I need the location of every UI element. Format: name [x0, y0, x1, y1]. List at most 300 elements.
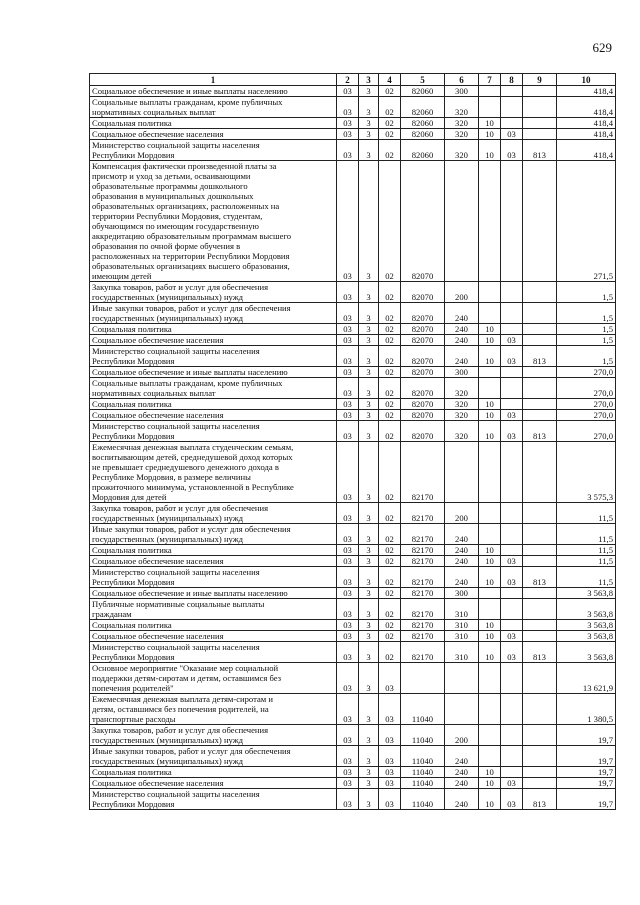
code-cell: 03: [337, 97, 359, 118]
code-cell: 03: [337, 567, 359, 588]
code-cell: 3: [359, 556, 379, 567]
code-cell: 03: [501, 140, 523, 161]
code-cell: 3: [359, 367, 379, 378]
code-cell: 82170: [401, 642, 445, 663]
code-cell: 03: [501, 410, 523, 421]
code-cell: [501, 599, 523, 620]
code-cell: 03: [501, 789, 523, 810]
code-cell: 03: [501, 778, 523, 789]
code-cell: [523, 524, 557, 545]
code-cell: [501, 767, 523, 778]
header-cell: 9: [523, 74, 557, 86]
code-cell: 11040: [401, 767, 445, 778]
code-cell: 02: [379, 503, 401, 524]
code-cell: 310: [445, 631, 479, 642]
table-row: [90, 410, 616, 421]
code-cell: 813: [523, 140, 557, 161]
code-cell: 3: [359, 631, 379, 642]
table-row: [90, 421, 616, 442]
code-cell: 03: [337, 588, 359, 599]
code-cell: 03: [337, 778, 359, 789]
header-cell: 6: [445, 74, 479, 86]
code-cell: 3: [359, 567, 379, 588]
code-cell: 82060: [401, 97, 445, 118]
code-cell: 3: [359, 642, 379, 663]
code-cell: 813: [523, 421, 557, 442]
code-cell: 02: [379, 642, 401, 663]
code-cell: 82170: [401, 524, 445, 545]
code-cell: 03: [337, 599, 359, 620]
code-cell: 03: [337, 367, 359, 378]
header-cell: 10: [557, 74, 616, 86]
code-cell: 82070: [401, 367, 445, 378]
code-cell: 03: [337, 620, 359, 631]
table-row: [90, 399, 616, 410]
code-cell: 240: [445, 324, 479, 335]
amount-cell: 1,5: [557, 346, 616, 367]
code-cell: 02: [379, 588, 401, 599]
amount-cell: 270,0: [557, 410, 616, 421]
code-cell: [523, 97, 557, 118]
code-cell: 813: [523, 567, 557, 588]
code-cell: [479, 86, 501, 97]
code-cell: 3: [359, 767, 379, 778]
code-cell: 310: [445, 620, 479, 631]
row-name-cell: Социальные выплаты гражданам, кроме публичных нормативных социальных выплат: [90, 97, 337, 118]
amount-cell: 13 621,9: [557, 663, 616, 694]
header-cell: 7: [479, 74, 501, 86]
code-cell: 10: [479, 129, 501, 140]
row-name-cell: Социальная политика: [90, 767, 337, 778]
row-name-cell: Иные закупки товаров, работ и услуг для обеспечения государственных (муниципальных) нужд: [90, 746, 337, 767]
table-row: [90, 524, 616, 545]
row-name-cell: Министерство социальной защиты населения Республики Мордовия: [90, 421, 337, 442]
table-row: [90, 767, 616, 778]
code-cell: 02: [379, 378, 401, 399]
code-cell: 03: [337, 631, 359, 642]
code-cell: 320: [445, 378, 479, 399]
code-cell: 10: [479, 118, 501, 129]
code-cell: 03: [501, 631, 523, 642]
row-name-cell: Социальная политика: [90, 118, 337, 129]
row-name-cell: Социальная политика: [90, 620, 337, 631]
amount-cell: 3 575,3: [557, 442, 616, 503]
code-cell: 3: [359, 410, 379, 421]
code-cell: 3: [359, 503, 379, 524]
code-cell: 3: [359, 588, 379, 599]
code-cell: 03: [337, 129, 359, 140]
code-cell: [501, 399, 523, 410]
code-cell: 10: [479, 545, 501, 556]
code-cell: 320: [445, 410, 479, 421]
code-cell: 320: [445, 421, 479, 442]
code-cell: 813: [523, 789, 557, 810]
code-cell: 240: [445, 746, 479, 767]
code-cell: [523, 599, 557, 620]
row-name-cell: Социальное обеспечение и иные выплаты населению: [90, 588, 337, 599]
amount-cell: 11,5: [557, 556, 616, 567]
row-name-cell: Закупка товаров, работ и услуг для обеспечения государственных (муниципальных) нужд: [90, 503, 337, 524]
code-cell: 300: [445, 367, 479, 378]
code-cell: 82170: [401, 620, 445, 631]
code-cell: 02: [379, 567, 401, 588]
code-cell: 03: [337, 694, 359, 725]
code-cell: [479, 97, 501, 118]
code-cell: 200: [445, 725, 479, 746]
code-cell: 03: [379, 746, 401, 767]
code-cell: 3: [359, 725, 379, 746]
code-cell: 3: [359, 399, 379, 410]
code-cell: 02: [379, 620, 401, 631]
row-name-cell: Социальное обеспечение населения: [90, 129, 337, 140]
code-cell: 03: [337, 767, 359, 778]
code-cell: 03: [337, 161, 359, 282]
table-row: [90, 663, 616, 694]
table-row: [90, 620, 616, 631]
amount-cell: 3 563,8: [557, 631, 616, 642]
row-name-cell: Закупка товаров, работ и услуг для обеспечения государственных (муниципальных) нужд: [90, 725, 337, 746]
code-cell: 82070: [401, 410, 445, 421]
code-cell: 3: [359, 663, 379, 694]
code-cell: 03: [337, 789, 359, 810]
code-cell: 200: [445, 503, 479, 524]
header-cell: 5: [401, 74, 445, 86]
code-cell: 10: [479, 346, 501, 367]
code-cell: 11040: [401, 725, 445, 746]
code-cell: 3: [359, 118, 379, 129]
code-cell: 3: [359, 129, 379, 140]
code-cell: 82070: [401, 421, 445, 442]
amount-cell: 418,4: [557, 97, 616, 118]
row-name-cell: Иные закупки товаров, работ и услуг для обеспечения государственных (муниципальных) нужд: [90, 303, 337, 324]
code-cell: 03: [379, 663, 401, 694]
table-row: [90, 129, 616, 140]
code-cell: 200: [445, 282, 479, 303]
code-cell: 10: [479, 410, 501, 421]
code-cell: [501, 86, 523, 97]
code-cell: [523, 556, 557, 567]
code-cell: 240: [445, 767, 479, 778]
code-cell: 02: [379, 599, 401, 620]
row-name-cell: Социальная политика: [90, 399, 337, 410]
amount-cell: 11,5: [557, 545, 616, 556]
code-cell: [523, 324, 557, 335]
code-cell: 10: [479, 335, 501, 346]
code-cell: 02: [379, 399, 401, 410]
amount-cell: 270,0: [557, 421, 616, 442]
code-cell: 03: [501, 129, 523, 140]
code-cell: 11040: [401, 778, 445, 789]
code-cell: 03: [337, 335, 359, 346]
table-row: [90, 118, 616, 129]
code-cell: [445, 694, 479, 725]
code-cell: 3: [359, 303, 379, 324]
amount-cell: 270,0: [557, 367, 616, 378]
header-cell: 2: [337, 74, 359, 86]
code-cell: 82170: [401, 588, 445, 599]
code-cell: [501, 303, 523, 324]
code-cell: 02: [379, 346, 401, 367]
code-cell: 03: [379, 725, 401, 746]
row-name-cell: Закупка товаров, работ и услуг для обеспечения государственных (муниципальных) нужд: [90, 282, 337, 303]
code-cell: 10: [479, 767, 501, 778]
code-cell: 3: [359, 620, 379, 631]
code-cell: [445, 663, 479, 694]
row-name-cell: Социальное обеспечение населения: [90, 410, 337, 421]
code-cell: 240: [445, 303, 479, 324]
code-cell: [479, 367, 501, 378]
code-cell: 240: [445, 789, 479, 810]
code-cell: 02: [379, 545, 401, 556]
code-cell: 240: [445, 778, 479, 789]
code-cell: 10: [479, 620, 501, 631]
code-cell: 82060: [401, 118, 445, 129]
code-cell: 10: [479, 642, 501, 663]
table-row: [90, 642, 616, 663]
code-cell: [479, 694, 501, 725]
code-cell: [501, 282, 523, 303]
code-cell: 03: [337, 556, 359, 567]
code-cell: 82170: [401, 631, 445, 642]
code-cell: 3: [359, 378, 379, 399]
code-cell: 3: [359, 421, 379, 442]
code-cell: [501, 503, 523, 524]
code-cell: 240: [445, 556, 479, 567]
code-cell: [479, 663, 501, 694]
code-cell: [501, 161, 523, 282]
code-cell: 02: [379, 335, 401, 346]
row-name-cell: Социальные выплаты гражданам, кроме публичных нормативных социальных выплат: [90, 378, 337, 399]
code-cell: 82170: [401, 442, 445, 503]
code-cell: 02: [379, 367, 401, 378]
code-cell: 03: [337, 324, 359, 335]
code-cell: 320: [445, 97, 479, 118]
amount-cell: 19,7: [557, 746, 616, 767]
table-row: [90, 789, 616, 810]
code-cell: 320: [445, 140, 479, 161]
code-cell: 82070: [401, 346, 445, 367]
amount-cell: 11,5: [557, 524, 616, 545]
code-cell: 03: [337, 118, 359, 129]
amount-cell: 3 563,8: [557, 588, 616, 599]
code-cell: 240: [445, 545, 479, 556]
code-cell: [479, 378, 501, 399]
code-cell: 03: [337, 399, 359, 410]
code-cell: 10: [479, 789, 501, 810]
row-name-cell: Социальная политика: [90, 545, 337, 556]
row-name-cell: Социальное обеспечение и иные выплаты населению: [90, 86, 337, 97]
code-cell: 240: [445, 567, 479, 588]
code-cell: 03: [337, 524, 359, 545]
code-cell: [523, 161, 557, 282]
page-number: 629: [592, 40, 612, 55]
table-row: [90, 97, 616, 118]
code-cell: 02: [379, 442, 401, 503]
code-cell: 03: [337, 503, 359, 524]
amount-cell: 1,5: [557, 303, 616, 324]
amount-cell: 1,5: [557, 282, 616, 303]
code-cell: 3: [359, 545, 379, 556]
code-cell: [501, 97, 523, 118]
code-cell: 3: [359, 97, 379, 118]
code-cell: 02: [379, 524, 401, 545]
code-cell: 03: [501, 421, 523, 442]
code-cell: 03: [501, 556, 523, 567]
table-row: [90, 567, 616, 588]
code-cell: 10: [479, 421, 501, 442]
code-cell: 03: [337, 303, 359, 324]
code-cell: [401, 663, 445, 694]
amount-cell: 271,5: [557, 161, 616, 282]
code-cell: [501, 524, 523, 545]
code-cell: [523, 663, 557, 694]
code-cell: 82170: [401, 567, 445, 588]
amount-cell: 418,4: [557, 118, 616, 129]
code-cell: [445, 161, 479, 282]
code-cell: 02: [379, 140, 401, 161]
code-cell: 82170: [401, 556, 445, 567]
row-name-cell: Компенсация фактически произведенной платы за присмотр и уход за детьми, осваивающими образовательные программы дошкольного образования в муниципальных дошкольных образовательных организациях, расположенных на территории Республики Мордовия, студентам, обучающимся по имеющим государственную аккредитацию образовательным программам высшего образования по очной форме обучения в расположенных на территории Республики Мордовия образовательных организациях высшего образования, имеющим детей: [90, 161, 337, 282]
code-cell: 82170: [401, 599, 445, 620]
code-cell: [479, 725, 501, 746]
code-cell: 03: [337, 346, 359, 367]
header-cell: 8: [501, 74, 523, 86]
code-cell: 02: [379, 421, 401, 442]
code-cell: 03: [337, 663, 359, 694]
header-cell: 4: [379, 74, 401, 86]
row-name-cell: Министерство социальной защиты населения Республики Мордовия: [90, 642, 337, 663]
code-cell: 300: [445, 588, 479, 599]
row-name-cell: Министерство социальной защиты населения Республики Мордовия: [90, 789, 337, 810]
table-row: [90, 161, 616, 282]
code-cell: 3: [359, 694, 379, 725]
table-row: [90, 599, 616, 620]
code-cell: 03: [501, 346, 523, 367]
code-cell: [523, 694, 557, 725]
code-cell: [523, 725, 557, 746]
code-cell: [523, 620, 557, 631]
code-cell: 82060: [401, 129, 445, 140]
row-name-cell: Социальная политика: [90, 324, 337, 335]
table-row: [90, 503, 616, 524]
row-name-cell: Публичные нормативные социальные выплаты гражданам: [90, 599, 337, 620]
code-cell: 3: [359, 282, 379, 303]
row-name-cell: Основное мероприятие "Оказание мер социальной поддержки детям-сиротам и детям, оставшимся без попечения родителей": [90, 663, 337, 694]
code-cell: 310: [445, 599, 479, 620]
code-cell: 3: [359, 778, 379, 789]
code-cell: 03: [337, 642, 359, 663]
code-cell: 03: [379, 778, 401, 789]
code-cell: 03: [379, 767, 401, 778]
code-cell: [479, 161, 501, 282]
code-cell: 10: [479, 140, 501, 161]
code-cell: [523, 86, 557, 97]
code-cell: 82070: [401, 324, 445, 335]
code-cell: 03: [337, 545, 359, 556]
table-row: [90, 442, 616, 503]
code-cell: 82170: [401, 545, 445, 556]
code-cell: 03: [337, 746, 359, 767]
code-cell: 10: [479, 324, 501, 335]
code-cell: [501, 324, 523, 335]
code-cell: 02: [379, 161, 401, 282]
code-cell: 310: [445, 642, 479, 663]
code-cell: [523, 442, 557, 503]
code-cell: [523, 335, 557, 346]
code-cell: [501, 663, 523, 694]
code-cell: 03: [501, 642, 523, 663]
code-cell: 320: [445, 129, 479, 140]
table-row: [90, 324, 616, 335]
code-cell: 03: [337, 378, 359, 399]
table-row: [90, 140, 616, 161]
code-cell: 10: [479, 631, 501, 642]
code-cell: 03: [337, 410, 359, 421]
code-cell: 3: [359, 140, 379, 161]
amount-cell: 1,5: [557, 335, 616, 346]
code-cell: [523, 378, 557, 399]
code-cell: 03: [337, 421, 359, 442]
code-cell: 82070: [401, 335, 445, 346]
code-cell: [523, 129, 557, 140]
code-cell: [523, 367, 557, 378]
code-cell: 02: [379, 86, 401, 97]
table-row: [90, 631, 616, 642]
code-cell: 02: [379, 118, 401, 129]
code-cell: [523, 588, 557, 599]
code-cell: 03: [501, 567, 523, 588]
code-cell: [479, 303, 501, 324]
row-name-cell: Ежемесячная денежная выплата детям-сиротам и детям, оставшимся без попечения родителей, на транспортные расходы: [90, 694, 337, 725]
amount-cell: 3 563,8: [557, 620, 616, 631]
table-row: [90, 303, 616, 324]
code-cell: 3: [359, 86, 379, 97]
code-cell: [501, 545, 523, 556]
code-cell: 03: [379, 789, 401, 810]
row-name-cell: Социальное обеспечение и иные выплаты населению: [90, 367, 337, 378]
row-name-cell: Министерство социальной защиты населения Республики Мордовия: [90, 567, 337, 588]
header-cell: 1: [90, 74, 337, 86]
code-cell: 02: [379, 282, 401, 303]
code-cell: 82070: [401, 378, 445, 399]
code-cell: 02: [379, 303, 401, 324]
code-cell: [501, 378, 523, 399]
code-cell: 10: [479, 556, 501, 567]
table-row: [90, 367, 616, 378]
code-cell: 3: [359, 746, 379, 767]
code-cell: [523, 282, 557, 303]
code-cell: 82060: [401, 86, 445, 97]
table-row: [90, 335, 616, 346]
row-name-cell: Иные закупки товаров, работ и услуг для обеспечения государственных (муниципальных) нужд: [90, 524, 337, 545]
code-cell: [479, 442, 501, 503]
code-cell: 11040: [401, 746, 445, 767]
code-cell: 3: [359, 161, 379, 282]
code-cell: [523, 631, 557, 642]
code-cell: 02: [379, 97, 401, 118]
code-cell: 02: [379, 129, 401, 140]
table-row: [90, 545, 616, 556]
code-cell: [523, 767, 557, 778]
code-cell: [523, 118, 557, 129]
code-cell: 3: [359, 346, 379, 367]
code-cell: [479, 503, 501, 524]
code-cell: [479, 599, 501, 620]
amount-cell: 19,7: [557, 778, 616, 789]
code-cell: 03: [337, 725, 359, 746]
amount-cell: 19,7: [557, 789, 616, 810]
amount-cell: 1 380,5: [557, 694, 616, 725]
